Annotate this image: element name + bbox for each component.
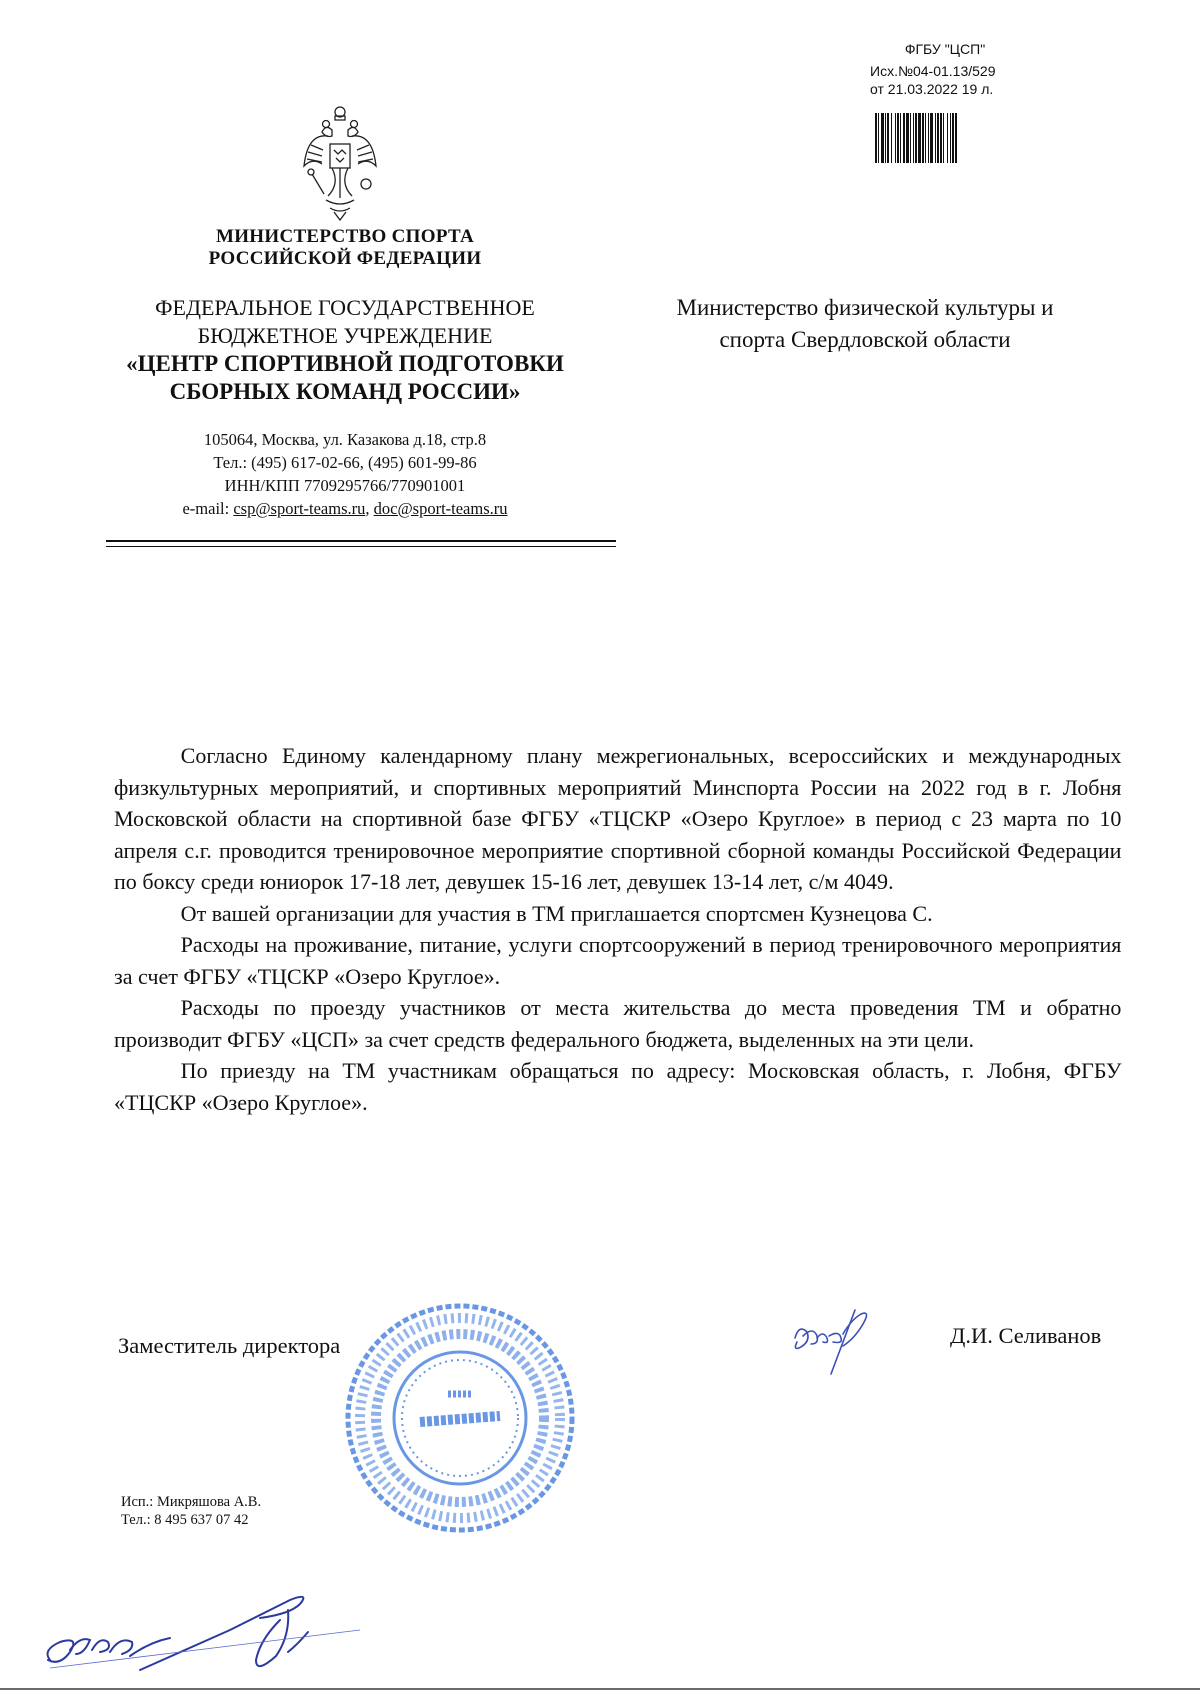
- ministry-line-2: РОССИЙСКОЙ ФЕДЕРАЦИИ: [208, 248, 482, 269]
- registration-block: [850, 40, 1040, 98]
- outgoing-number: Исх.№04-01.13/529: [870, 63, 996, 79]
- body-paragraph: Согласно Единому календарному плану межрегиональных, всероссийских и международных физкультурных мероприятий, и спортивных мероприятий Минспорта России на 2022 год в г. Лобня Московской области на спортивной базе ФГБУ «ТЦСКР «Озеро Круглое» в период с 23 марта по 10 апреля с.г. проводится тренировочное мероприятие спортивной сборной команды Российской Федерации по боксу среди юниорок 17-18 лет, девушек 15-16 лет, девушек 13-14 лет, с/м 4049.: [114, 743, 1122, 894]
- institution-title: [110, 294, 580, 406]
- page-edge-bottom: [0, 1688, 1200, 1690]
- institution-address: 105064, Москва, ул. Казакова д.18, стр.8: [203, 430, 487, 449]
- institution-phones: Тел.: (495) 617-02-66, (495) 601-99-86: [213, 453, 477, 472]
- institution-name-line-2: СБОРНЫХ КОМАНД РОССИИ»: [169, 379, 521, 404]
- email-separator: ,: [365, 499, 374, 518]
- addressee-line-1: Министерство физической культуры и: [676, 295, 1054, 320]
- body-paragraph: Расходы на проживание, питание, услуги спортсооружений в период тренировочного мероприятия за счет ФГБУ «ТЦСКР «Озеро Круглое».: [114, 932, 1122, 989]
- email-link-doc[interactable]: doc@sport-teams.ru: [373, 499, 508, 518]
- addressee: [630, 292, 1100, 356]
- email-link-csp[interactable]: csp@sport-teams.ru: [233, 499, 366, 518]
- executor-name: Исп.: Микряшова А.В.: [121, 1494, 262, 1510]
- institution-line-1: ФЕДЕРАЛЬНОЕ ГОСУДАРСТВЕННОЕ: [155, 295, 535, 320]
- header-divider-thin: [106, 546, 616, 547]
- round-seal-stamp-icon: [340, 1298, 580, 1538]
- body-paragraph: Расходы по проезду участников от места жительства до места проведения ТМ и обратно производит ФГБУ «ЦСП» за счет средств федерального бюджета, выделенных на эти цели.: [114, 995, 1122, 1052]
- executor-info: [121, 1493, 261, 1529]
- email-label: e-mail:: [182, 499, 234, 518]
- institution-inn-kpp: ИНН/КПП 7709295766/770901001: [224, 476, 466, 495]
- header-divider-thick: [106, 540, 616, 542]
- institution-contacts: [110, 428, 580, 520]
- executor-phone: Тел.: 8 495 637 07 42: [121, 1512, 249, 1528]
- handwritten-signature-icon: [785, 1298, 895, 1378]
- body-paragraph: От вашей организации для участия в ТМ приглашается спортсмен Кузнецова С.: [180, 900, 933, 926]
- institution-emails: [110, 497, 580, 520]
- signatory-name: Д.И. Селиванов: [950, 1323, 1102, 1348]
- handwritten-signature-icon: [30, 1590, 390, 1680]
- ministry-line-1: МИНИСТЕРСТВО СПОРТА: [215, 226, 475, 247]
- institution-name-line-1: «ЦЕНТР СПОРТИВНОЙ ПОДГОТОВКИ: [126, 351, 564, 376]
- letter-body: [114, 740, 1121, 1118]
- institution-line-2: БЮДЖЕТНОЕ УЧРЕЖДЕНИЕ: [197, 323, 493, 348]
- barcode-icon: [875, 113, 1017, 163]
- addressee-line-2: спорта Свердловской области: [719, 327, 1011, 352]
- registration-date-pages: от 21.03.2022 19 л.: [870, 81, 994, 97]
- body-paragraph: По приезду на ТМ участникам обращаться по адресу: Московская область, г. Лобня, ФГБУ «ТЦСКР «Озеро Круглое».: [114, 1058, 1122, 1115]
- ministry-title: [110, 226, 580, 270]
- coat-of-arms-icon: [302, 104, 378, 224]
- barcode-bar: [957, 113, 958, 163]
- registration-organization: ФГБУ "ЦСП": [904, 41, 986, 57]
- signatory-title: Заместитель директора: [118, 1333, 341, 1358]
